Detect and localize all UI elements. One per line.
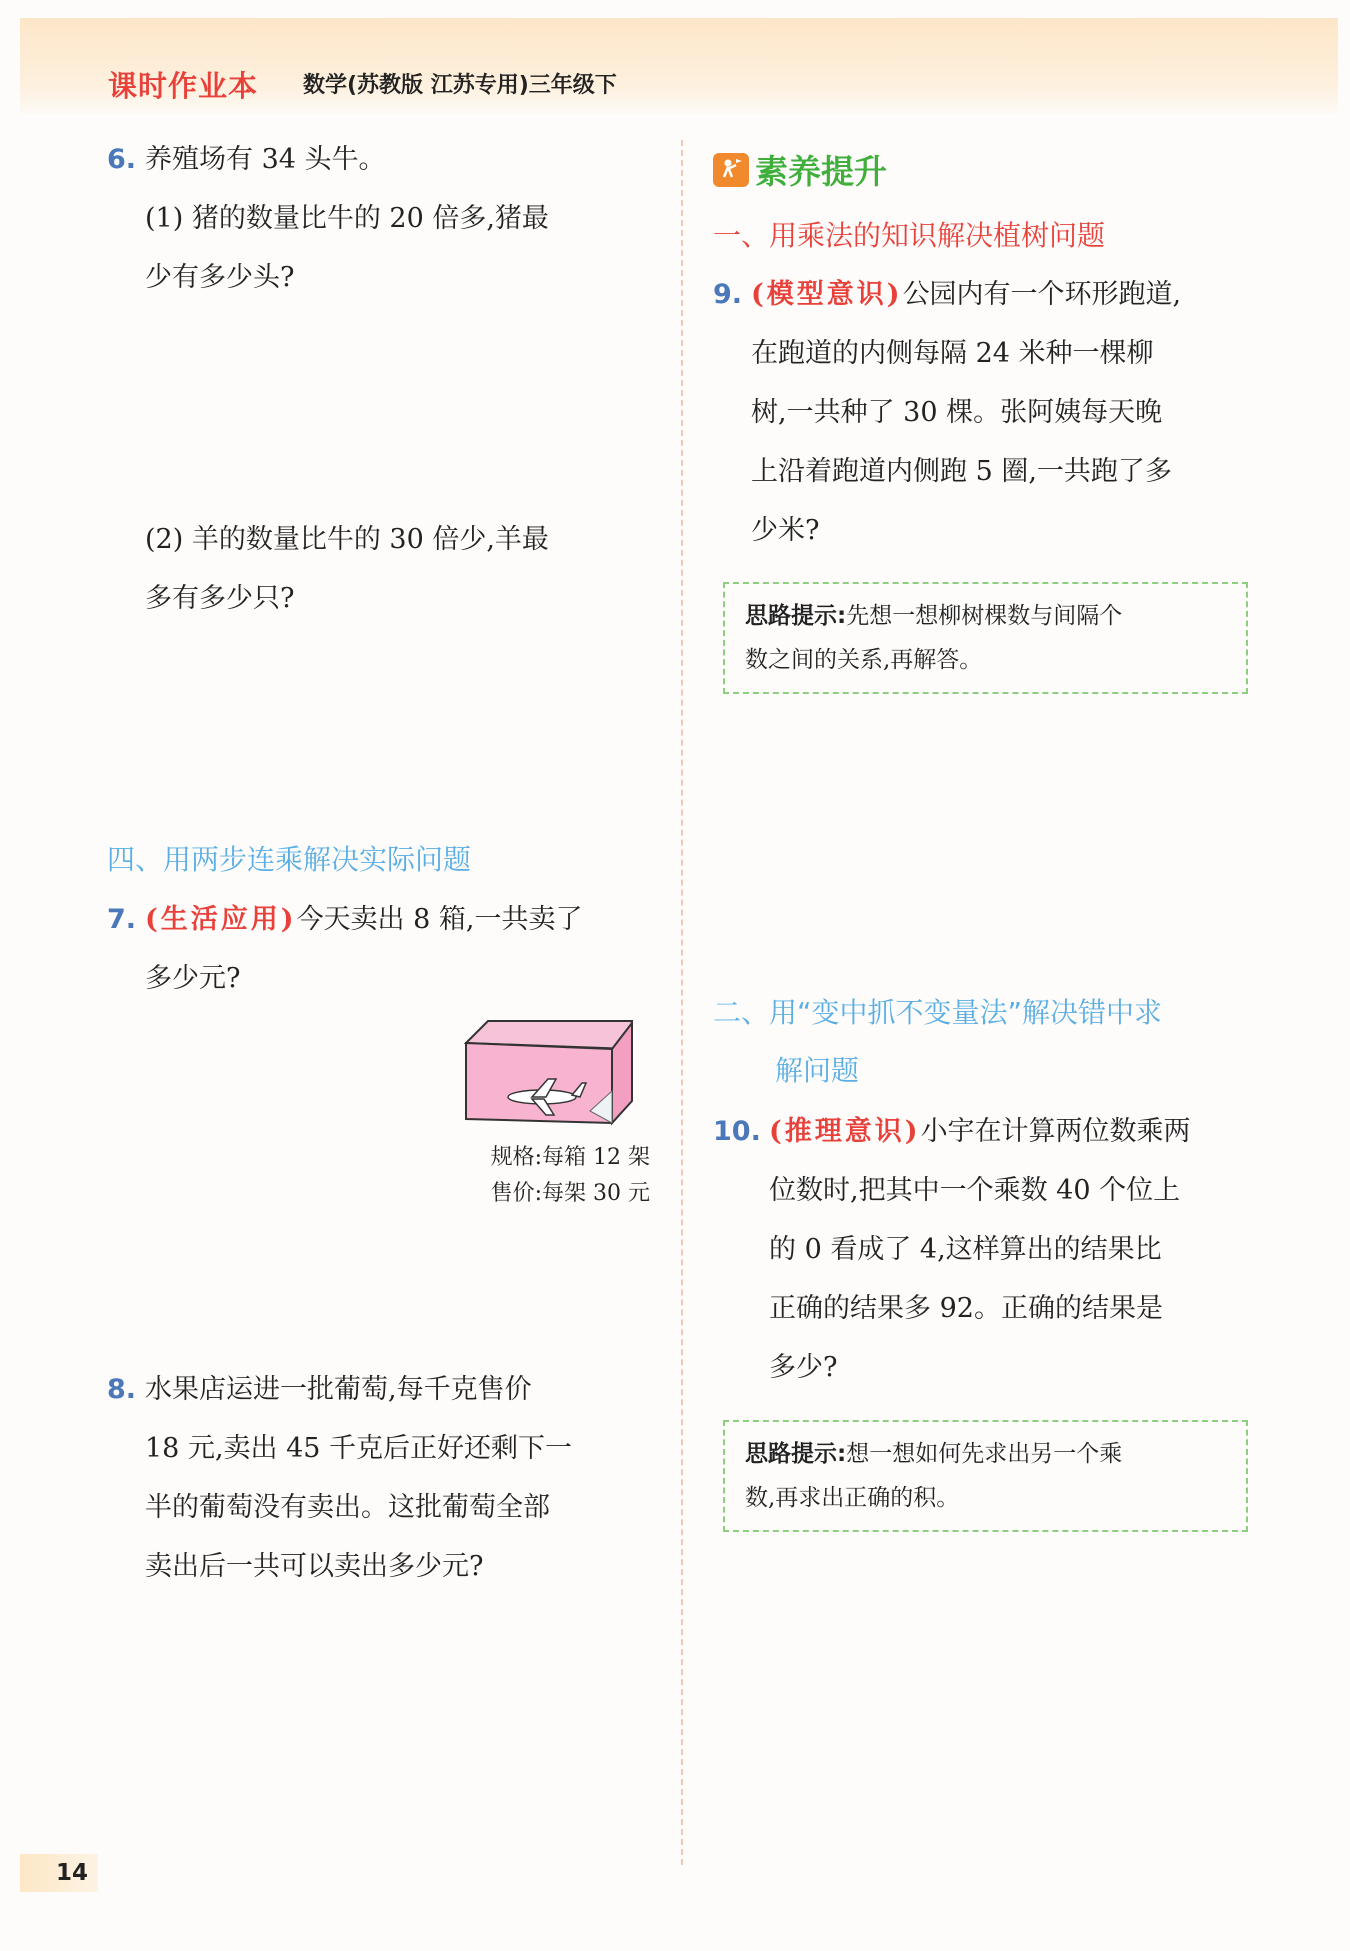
column-divider — [681, 140, 683, 1865]
question-9 — [713, 265, 1181, 560]
section-heading-2-line2: 解问题 — [775, 1054, 860, 1087]
section-heading-2-line1: 二、用“变中抓不变量法”解决错中求 — [713, 996, 1163, 1029]
question-8 — [107, 1360, 572, 1596]
question-6-part2 — [107, 510, 549, 628]
book-title: 课时作业本 — [108, 69, 259, 103]
hint-line2: 数,再求出正确的积。 — [745, 1485, 960, 1511]
question-number: 6. — [107, 144, 137, 175]
product-spec — [442, 1140, 650, 1212]
q9-line2: 在跑道的内侧每隔 24 米种一棵柳 — [751, 338, 1154, 369]
q8-line2: 18 元,卖出 45 千克后正好还剩下一 — [145, 1433, 573, 1464]
q8-line1: 水果店运进一批葡萄,每千克售价 — [145, 1374, 532, 1405]
q10-line2: 位数时,把其中一个乘数 40 个位上 — [769, 1175, 1181, 1206]
q7-line1: 今天卖出 8 箱,一共卖了 — [296, 904, 583, 935]
airplane-box-illustration — [462, 1015, 642, 1133]
q10-line4: 正确的结果多 92。正确的结果是 — [769, 1293, 1163, 1324]
q9-line4: 上沿着跑道内侧跑 5 圈,一共跑了多 — [751, 456, 1172, 487]
q9-line5: 少米? — [751, 515, 820, 546]
question-number: 8. — [107, 1374, 137, 1405]
book-subtitle: 数学(苏教版 江苏专用)三年级下 — [303, 73, 617, 98]
hint-line1: 想一想如何先求出另一个乘 — [846, 1441, 1123, 1467]
question-number: 10. — [713, 1116, 761, 1147]
question-6 — [107, 130, 549, 307]
suyang-title: 素养提升 — [755, 152, 887, 191]
hint-box-10 — [723, 1420, 1248, 1532]
hint-label: 思路提示: — [745, 1441, 847, 1467]
q6-part2-line1: (2) 羊的数量比牛的 30 倍少,羊最 — [145, 524, 549, 555]
q9-line3: 树,一共种了 30 棵。张阿姨每天晚 — [751, 397, 1163, 428]
price-line: 售价:每架 30 元 — [490, 1181, 650, 1206]
section-heading-1: 一、用乘法的知识解决植树问题 — [713, 219, 1106, 252]
q6-part1-line1: (1) 猪的数量比牛的 20 倍多,猪最 — [145, 203, 549, 234]
section-heading-2 — [713, 984, 1162, 1100]
question-number: 7. — [107, 904, 137, 935]
q8-line3: 半的葡萄没有卖出。这批葡萄全部 — [145, 1492, 550, 1523]
section-heading-4: 四、用两步连乘解决实际问题 — [107, 843, 472, 876]
hint-line2: 数之间的关系,再解答。 — [745, 647, 983, 673]
question-number: 9. — [713, 279, 743, 310]
question-10 — [713, 1102, 1191, 1397]
q6-part1-line2: 少有多少头? — [145, 262, 295, 293]
question-tag: (推理意识) — [769, 1116, 921, 1147]
question-7 — [107, 890, 583, 1008]
question-tag: (模型意识) — [751, 279, 903, 310]
person-flag-icon — [713, 153, 749, 187]
q6-part2-line2: 多有多少只? — [145, 583, 295, 614]
hint-label: 思路提示: — [745, 603, 847, 629]
q10-line3: 的 0 看成了 4,这样算出的结果比 — [769, 1234, 1162, 1265]
q8-line4: 卖出后一共可以卖出多少元? — [145, 1551, 484, 1582]
hint-line1: 先想一想柳树棵数与间隔个 — [846, 603, 1123, 629]
q10-line1: 小宇在计算两位数乘两 — [920, 1116, 1191, 1147]
question-tag: (生活应用) — [145, 904, 297, 935]
spec-line: 规格:每箱 12 架 — [490, 1145, 650, 1170]
q9-line1: 公园内有一个环形跑道, — [902, 279, 1182, 310]
question-stem: 养殖场有 34 头牛。 — [145, 144, 386, 175]
suyang-heading — [713, 146, 887, 193]
page-number: 14 — [20, 1854, 98, 1892]
q7-line2: 多少元? — [145, 963, 241, 994]
q10-line5: 多少? — [769, 1352, 838, 1383]
hint-box-9 — [723, 582, 1248, 694]
